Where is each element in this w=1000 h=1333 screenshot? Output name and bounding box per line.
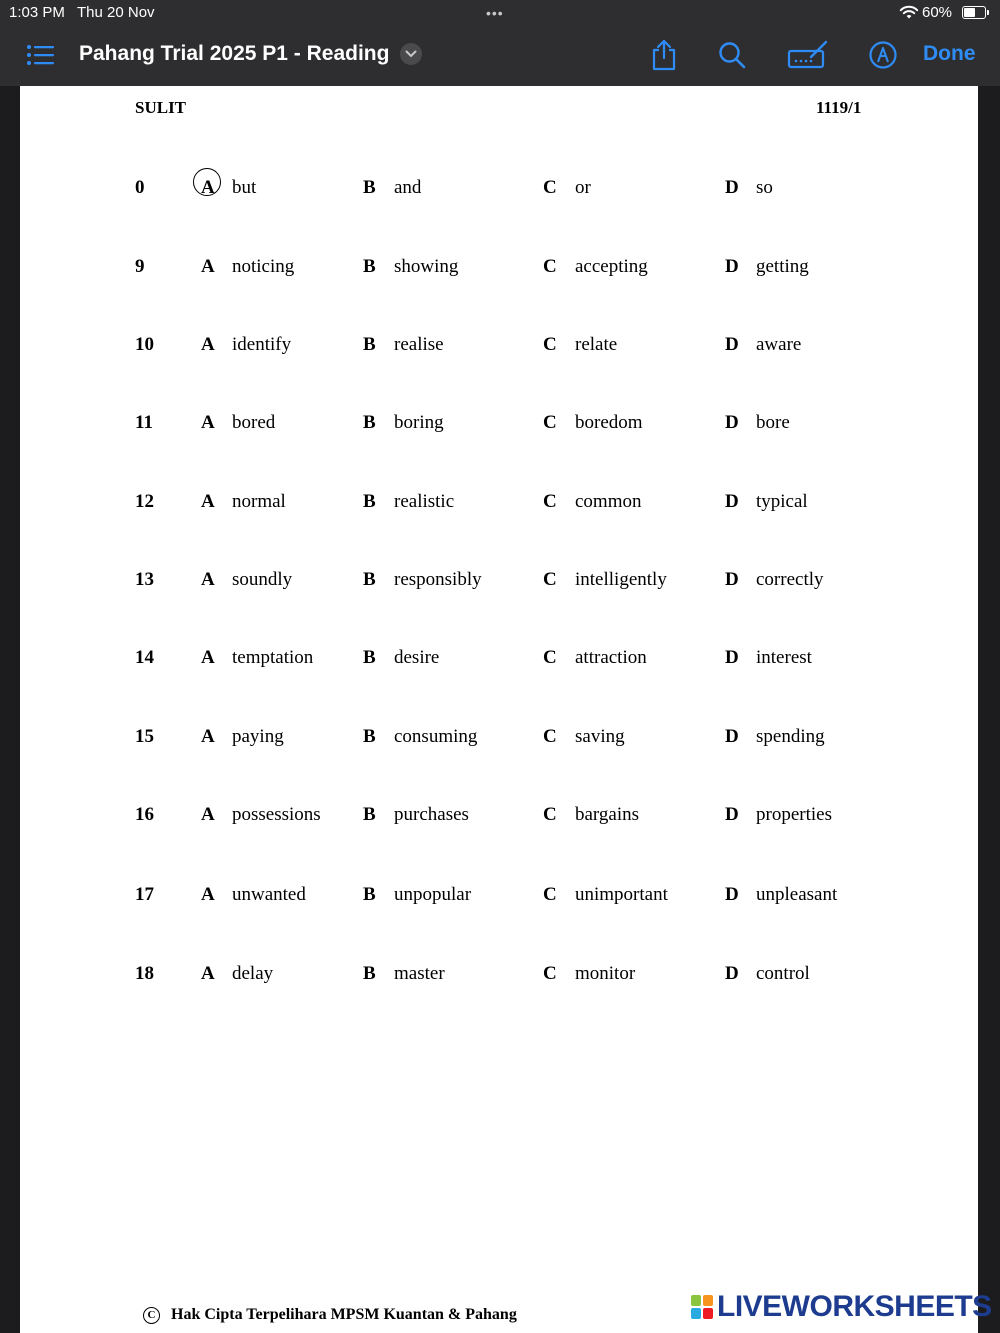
option-text: noticing	[232, 256, 295, 277]
option-letter: C	[543, 491, 557, 512]
option-letter: C	[543, 177, 557, 198]
liveworksheets-watermark	[691, 1290, 992, 1324]
document-title[interactable]: Pahang Trial 2025 P1 - Reading	[79, 42, 390, 65]
option-letter: B	[363, 963, 376, 984]
option-letter: B	[363, 647, 376, 668]
question-row	[20, 256, 978, 286]
option-letter: B	[363, 412, 376, 433]
option-letter: D	[725, 334, 739, 355]
option-letter: B	[363, 334, 376, 355]
question-number: 0	[135, 177, 145, 198]
document-page	[20, 86, 978, 1333]
logo-square	[703, 1295, 713, 1306]
option-text: aware	[756, 334, 802, 355]
option-letter: B	[363, 256, 376, 277]
option-text: interest	[756, 647, 812, 668]
question-row	[20, 491, 978, 521]
option-text: unwanted	[232, 884, 306, 905]
option-letter: C	[543, 884, 557, 905]
option-text: relate	[575, 334, 618, 355]
option-letter: D	[725, 491, 739, 512]
option-text: unpleasant	[756, 884, 838, 905]
liveworksheets-logo-icon	[691, 1295, 713, 1319]
option-letter: C	[543, 647, 557, 668]
option-letter: D	[725, 804, 739, 825]
selected-answer-circle-icon	[193, 168, 221, 196]
option-text: boredom	[575, 412, 643, 433]
option-text: identify	[232, 334, 292, 355]
question-number: 17	[135, 884, 154, 905]
page-header-left: SULIT	[135, 98, 187, 117]
option-letter: B	[363, 726, 376, 747]
battery-icon	[962, 6, 986, 19]
option-text: soundly	[232, 569, 293, 590]
option-text: correctly	[756, 569, 824, 590]
option-text: control	[756, 963, 810, 984]
option-text: paying	[232, 726, 284, 747]
option-text: temptation	[232, 647, 314, 668]
battery-percent: 60%	[922, 4, 953, 21]
option-letter: C	[543, 412, 557, 433]
option-text: so	[756, 177, 773, 198]
option-text: or	[575, 177, 591, 198]
question-number: 9	[135, 256, 145, 277]
question-row	[20, 334, 978, 364]
question-row	[20, 412, 978, 442]
option-text: boring	[394, 412, 444, 433]
question-row	[20, 726, 978, 756]
option-letter: C	[543, 334, 557, 355]
option-letter: D	[725, 884, 739, 905]
option-text: properties	[756, 804, 832, 825]
page-footer	[143, 1306, 517, 1324]
watermark-text: LIVEWORKSHEETS	[717, 1290, 992, 1323]
question-number: 13	[135, 569, 154, 590]
option-letter: B	[363, 569, 376, 590]
option-text: delay	[232, 963, 274, 984]
option-text: bargains	[575, 804, 640, 825]
option-text: desire	[394, 647, 440, 668]
question-row	[20, 804, 978, 834]
option-letter: D	[725, 647, 739, 668]
list-icon[interactable]	[26, 40, 56, 70]
markup-icon[interactable]	[787, 40, 829, 70]
question-number: 11	[135, 412, 153, 433]
option-text: consuming	[394, 726, 478, 747]
option-text: realistic	[394, 491, 455, 512]
option-text: attraction	[575, 647, 647, 668]
option-text: unimportant	[575, 884, 668, 905]
status-date: Thu 20 Nov	[77, 4, 155, 21]
option-letter: D	[725, 177, 739, 198]
multitasking-dots[interactable]: •••	[486, 5, 504, 21]
option-text: getting	[756, 256, 809, 277]
option-text: purchases	[394, 804, 469, 825]
option-letter: D	[725, 726, 739, 747]
option-text: unpopular	[394, 884, 472, 905]
status-bar	[0, 0, 1000, 26]
logo-square	[703, 1308, 713, 1319]
document-title-menu[interactable]	[79, 42, 422, 66]
search-icon[interactable]	[718, 40, 746, 70]
logo-square	[691, 1308, 701, 1319]
option-text: showing	[394, 256, 459, 277]
option-text: common	[575, 491, 642, 512]
option-text: bored	[232, 412, 276, 433]
option-letter: D	[725, 569, 739, 590]
copyright-icon: C	[143, 1307, 160, 1324]
option-letter: B	[363, 884, 376, 905]
option-letter: C	[543, 256, 557, 277]
option-letter: A	[201, 963, 215, 984]
question-number: 16	[135, 804, 154, 825]
logo-square	[691, 1295, 701, 1306]
option-text: typical	[756, 491, 808, 512]
chevron-down-icon[interactable]	[400, 43, 422, 65]
option-text: intelligently	[575, 569, 667, 590]
option-letter: C	[543, 726, 557, 747]
option-letter: A	[201, 804, 215, 825]
option-letter: A	[201, 334, 215, 355]
status-time: 1:03 PM	[9, 4, 65, 21]
question-row	[20, 963, 978, 993]
option-letter: B	[363, 177, 376, 198]
option-text: spending	[756, 726, 825, 747]
footer-text: Hak Cipta Terpelihara MPSM Kuantan & Pahang	[171, 1306, 517, 1323]
question-number: 12	[135, 491, 154, 512]
document-toolbar	[0, 26, 1000, 86]
option-letter: A	[201, 726, 215, 747]
question-row	[20, 177, 978, 207]
option-text: monitor	[575, 963, 636, 984]
option-text: possessions	[232, 804, 321, 825]
question-number: 18	[135, 963, 154, 984]
option-letter: D	[725, 412, 739, 433]
option-text: master	[394, 963, 445, 984]
option-letter: A	[201, 569, 215, 590]
option-text: realise	[394, 334, 444, 355]
question-row	[20, 884, 978, 914]
done-button[interactable]: Done	[923, 42, 976, 65]
option-letter: B	[363, 804, 376, 825]
question-row	[20, 647, 978, 677]
question-row	[20, 569, 978, 599]
option-letter: C	[543, 804, 557, 825]
option-text: saving	[575, 726, 625, 747]
page-header-right: 1119/1	[816, 98, 862, 117]
option-letter: A	[201, 647, 215, 668]
option-text: responsibly	[394, 569, 482, 590]
pen-icon[interactable]	[869, 40, 897, 70]
option-letter: A	[201, 412, 215, 433]
option-letter: A	[201, 491, 215, 512]
option-text: but	[232, 177, 257, 198]
question-number: 15	[135, 726, 154, 747]
option-letter: A	[201, 256, 215, 277]
option-letter: C	[543, 569, 557, 590]
wifi-icon	[899, 4, 919, 20]
question-number: 10	[135, 334, 154, 355]
option-letter: D	[725, 256, 739, 277]
option-text: and	[394, 177, 422, 198]
option-text: normal	[232, 491, 286, 512]
share-icon[interactable]	[650, 40, 678, 70]
option-letter: A	[201, 177, 215, 199]
option-letter: D	[725, 963, 739, 984]
option-text: bore	[756, 412, 790, 433]
option-letter: A	[201, 884, 215, 905]
option-letter: B	[363, 491, 376, 512]
option-text: accepting	[575, 256, 648, 277]
option-letter: C	[543, 963, 557, 984]
question-number: 14	[135, 647, 154, 668]
